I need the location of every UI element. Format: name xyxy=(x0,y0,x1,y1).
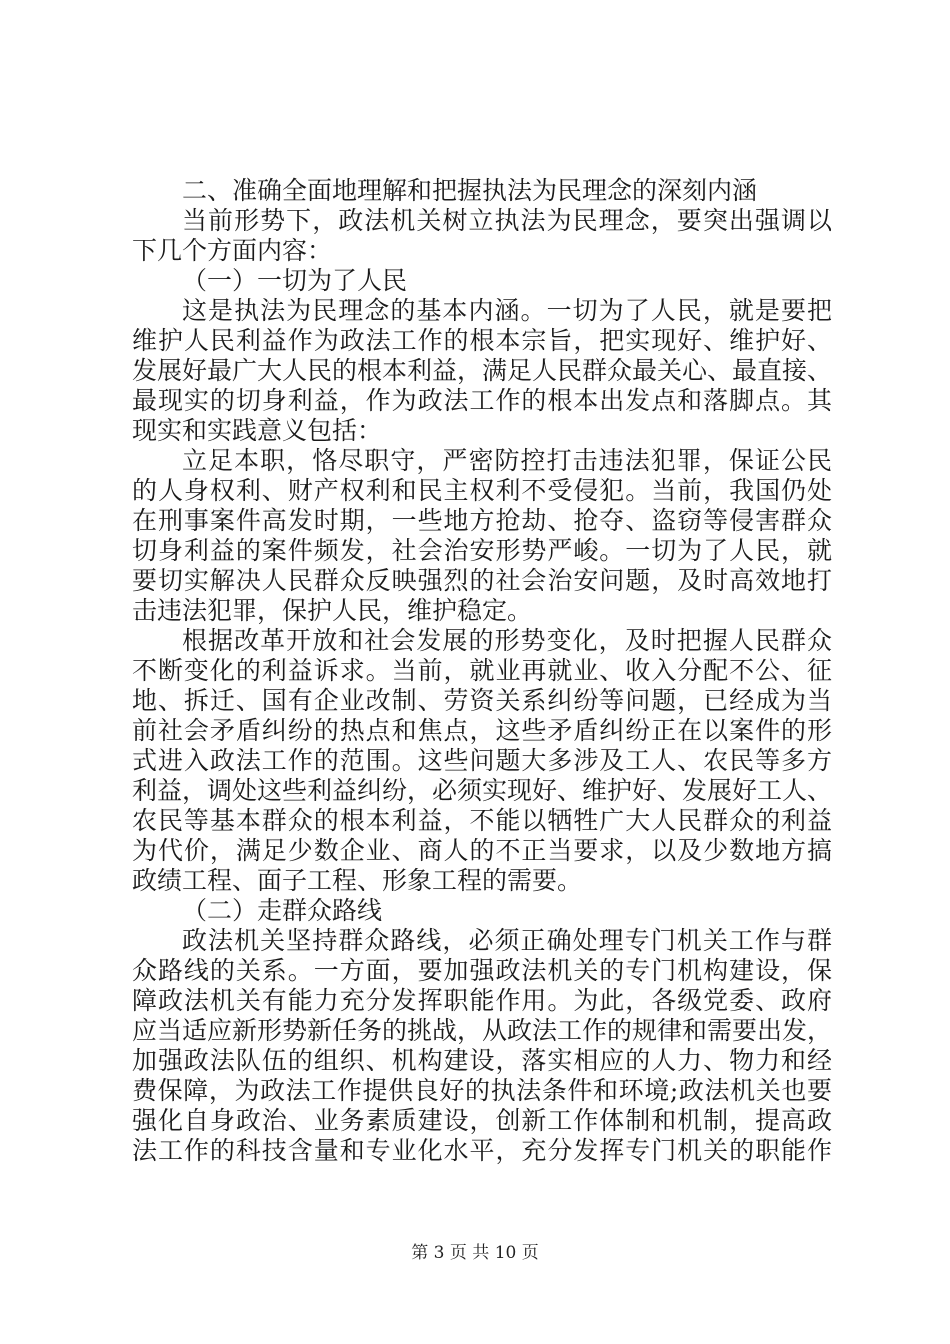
paragraph-line: 法工作的科技含量和专业化水平，充分发挥专门机关的职能作 xyxy=(132,1136,832,1165)
paragraph-line: 强化自身政治、业务素质建设，创新工作体制和机制，提高政 xyxy=(132,1106,832,1135)
paragraph-line: 前社会矛盾纠纷的热点和焦点，这些矛盾纠纷正在以案件的形 xyxy=(132,716,832,745)
paragraph-line: 击违法犯罪，保护人民，维护稳定。 xyxy=(132,596,533,625)
paragraph-line: 加强政法队伍的组织、机构建设，落实相应的人力、物力和经 xyxy=(132,1046,832,1075)
section-heading: 二、准确全面地理解和把握执法为民理念的深刻内涵 xyxy=(182,176,758,205)
document-body xyxy=(132,176,832,1166)
paragraph-line: 费保障，为政法工作提供良好的执法条件和环境;政法机关也要 xyxy=(132,1076,832,1105)
paragraph-line: 当前形势下，政法机关树立执法为民理念，要突出强调以 xyxy=(182,206,832,235)
paragraph-line: 农民等基本群众的根本利益，不能以牺牲广大人民群众的利益 xyxy=(132,806,832,835)
paragraph-line: 地、拆迁、国有企业改制、劳资关系纠纷等问题，已经成为当 xyxy=(132,686,832,715)
paragraph-line: 的人身权利、财产权利和民主权利不受侵犯。当前，我国仍处 xyxy=(132,476,832,505)
paragraph-line: 下几个方面内容： xyxy=(132,236,333,265)
paragraph-line: 应当适应新形势新任务的挑战，从政法工作的规律和需要出发， xyxy=(132,1016,832,1045)
paragraph-line: 维护人民利益作为政法工作的根本宗旨，把实现好、维护好、 xyxy=(132,326,832,355)
paragraph-line: 政绩工程、面子工程、形象工程的需要。 xyxy=(132,866,583,895)
paragraph-line: 政法机关坚持群众路线，必须正确处理专门机关工作与群 xyxy=(182,926,832,955)
paragraph-line: 式进入政法工作的范围。这些问题大多涉及工人、农民等多方 xyxy=(132,746,832,775)
paragraph-line: 根据改革开放和社会发展的形势变化，及时把握人民群众 xyxy=(182,626,832,655)
paragraph-line: 不断变化的利益诉求。当前，就业再就业、收入分配不公、征 xyxy=(132,656,832,685)
paragraph-line: 为代价，满足少数企业、商人的不正当要求，以及少数地方搞 xyxy=(132,836,832,865)
paragraph-line: 众路线的关系。一方面，要加强政法机关的专门机构建设，保 xyxy=(132,956,832,985)
paragraph-line: 切身利益的案件频发，社会治安形势严峻。一切为了人民，就 xyxy=(132,536,832,565)
subsection-heading: （一）一切为了人民 xyxy=(182,266,408,295)
paragraph-line: 发展好最广大人民的根本利益，满足人民群众最关心、最直接、 xyxy=(132,356,832,385)
paragraph-line: 在刑事案件高发时期，一些地方抢劫、抢夺、盗窃等侵害群众 xyxy=(132,506,832,535)
paragraph-line: 障政法机关有能力充分发挥职能作用。为此，各级党委、政府 xyxy=(132,986,832,1015)
paragraph-line: 这是执法为民理念的基本内涵。一切为了人民，就是要把 xyxy=(182,296,832,325)
paragraph-line: 现实和实践意义包括： xyxy=(132,416,383,445)
paragraph-line: 要切实解决人民群众反映强烈的社会治安问题，及时高效地打 xyxy=(132,566,832,595)
paragraph-line: 利益，调处这些利益纠纷，必须实现好、维护好、发展好工人、 xyxy=(132,776,832,805)
page-footer: 第 3 页 共 10 页 xyxy=(411,1243,539,1263)
paragraph-line: 立足本职，恪尽职守，严密防控打击违法犯罪，保证公民 xyxy=(182,446,832,475)
paragraph-line: 最现实的切身利益，作为政法工作的根本出发点和落脚点。其 xyxy=(132,386,832,415)
subsection-heading: （二）走群众路线 xyxy=(182,896,383,925)
